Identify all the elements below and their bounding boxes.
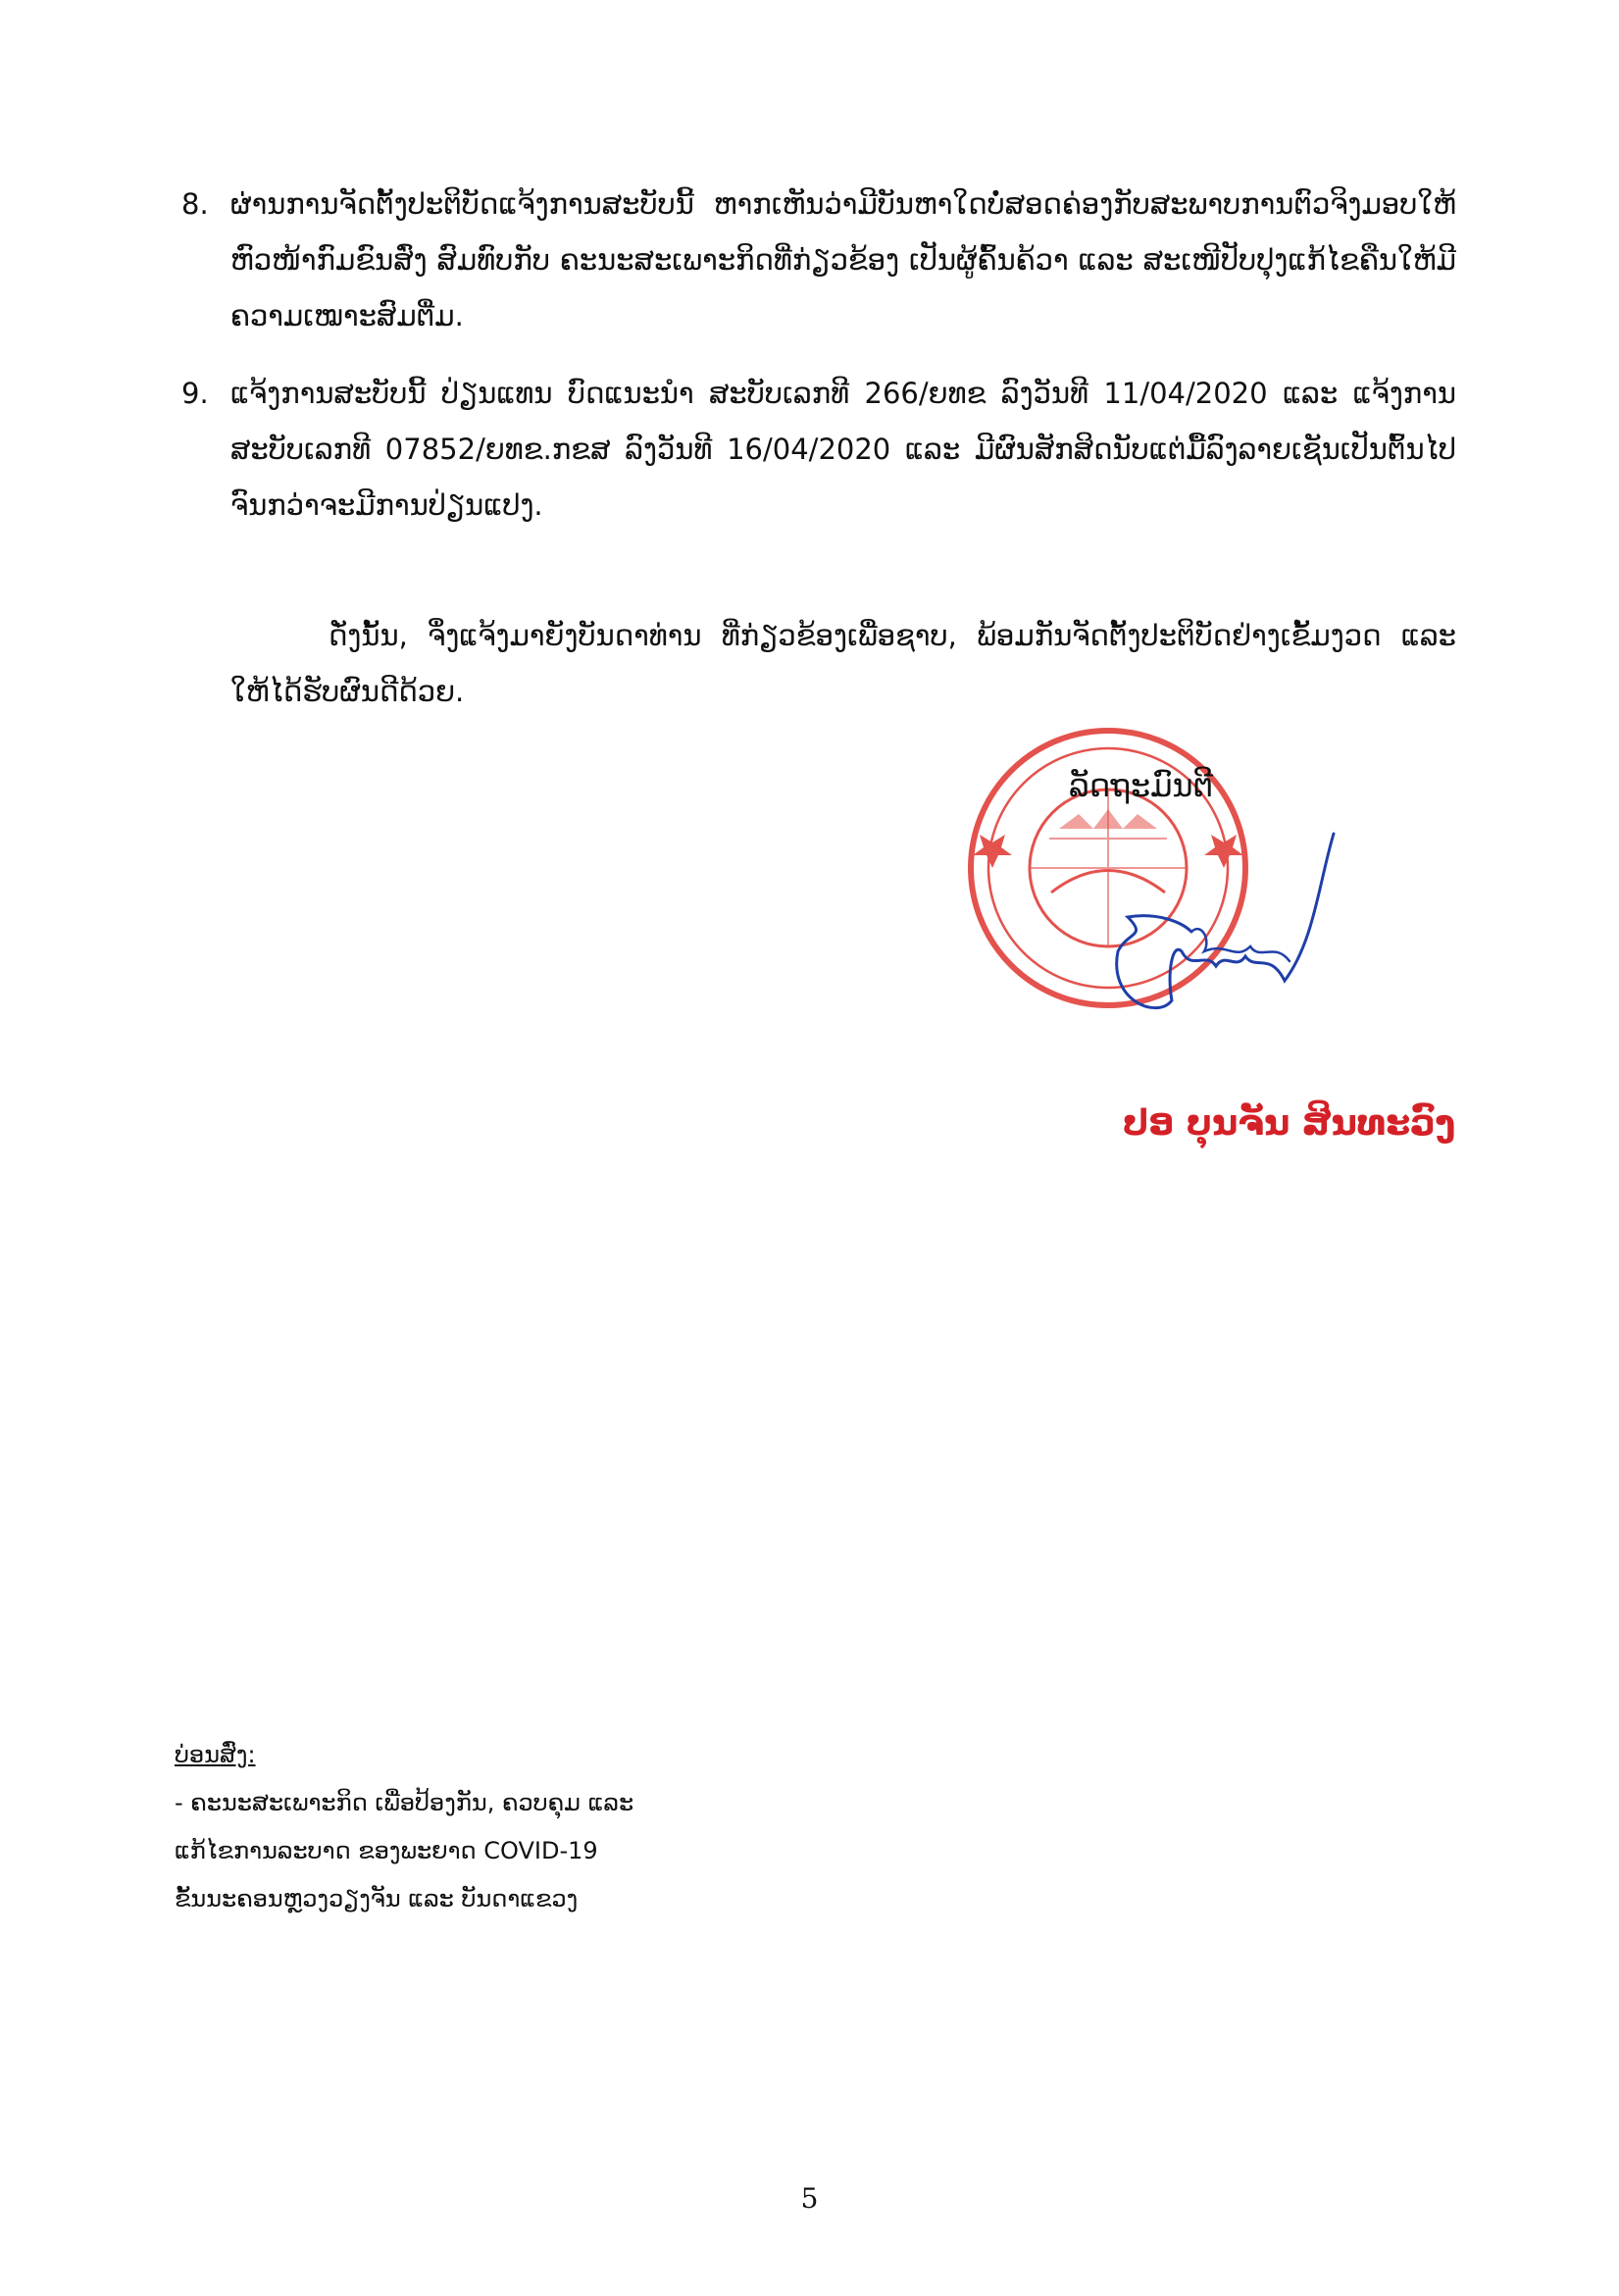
recipients-heading: ບ່ອນສົ່ງ: <box>175 1741 256 1768</box>
item-text: ຜ່ານການຈັດຕັ້ງປະຕິບັດແຈ້ງການສະບັບນີ້ ຫາກເຫັນວ່າມີບັນຫາໃດບໍ່ສອດຄ່ອງກັບສະພາບການຕົວຈິງມອບໃຫ້ຫົວໜ້າກົມຂົນສົ່ງ ສົມທົບກັບ ຄະນະສະເພາະກິດທີ່ກ່ຽວຂ້ອງ ເປັນຜູ້ຄົ້ນຄ້ວາ ແລະ ສະເໜີປັບປຸງແກ້ໄຂຄືນໃຫ້ມີຄວາມເໝາະສົມຕື່ມ. <box>230 187 1456 332</box>
item-text: ແຈ້ງການສະບັບນີ້ ປ່ຽນແທນ ບົດແນະນຳ ສະບັບເລກທີ 266/ຍທຂ ລົງວັນທີ 11/04/2020 ແລະ ແຈ້ງການ ສະບັບເລກທີ 07852/ຍທຂ.ກຂສ ລົງວັນທີ 16/04/2020 ແລະ ມີຜົນສັກສິດນັບແຕ່ມື້ລົງລາຍເຊັນເປັນຕົ້ນໄປຈົນກວ່າຈະມີການປ່ຽນແປງ. <box>230 377 1456 522</box>
item-8 <box>181 177 1456 344</box>
recipients-line: ແກ້ໄຂການລະບາດ ຂອງພະຍາດ COVID-19 <box>175 1837 598 1864</box>
handwritten-signature <box>1088 824 1343 1020</box>
closing-text: ດັ່ງນັ້ນ, ຈຶ່ງແຈ້ງມາຍັງບັນດາທ່ານ ທີ່ກ່ຽວຂ້ອງເພື່ອຊາບ, ພ້ອມກັນຈັດຕັ້ງປະຕິບັດຢ່າງເຂັ້ມງວດ ແລະ ໃຫ້ໄດ້ຮັບຜົນດີດ້ວຍ. <box>230 619 1456 708</box>
minister-title: ລັດຖະມົນຕີ <box>1069 767 1214 804</box>
item-number: 8. <box>181 187 209 221</box>
closing-paragraph <box>230 608 1456 720</box>
page-number: 5 <box>800 2182 819 2215</box>
item-number: 9. <box>181 377 209 410</box>
item-9 <box>181 366 1456 534</box>
recipients-line: ຂັ້ນນະຄອນຫຼວງວຽງຈັນ ແລະ ບັນດາແຂວງ <box>175 1885 579 1913</box>
minister-name: ປອ ບຸນຈັນ ສິນທະວົງ <box>1123 1103 1456 1144</box>
recipients-block <box>175 1731 633 1923</box>
recipients-line: - ຄະນະສະເພາະກິດ ເພື່ອປ້ອງກັນ, ຄວບຄຸມ ແລະ <box>175 1789 634 1816</box>
